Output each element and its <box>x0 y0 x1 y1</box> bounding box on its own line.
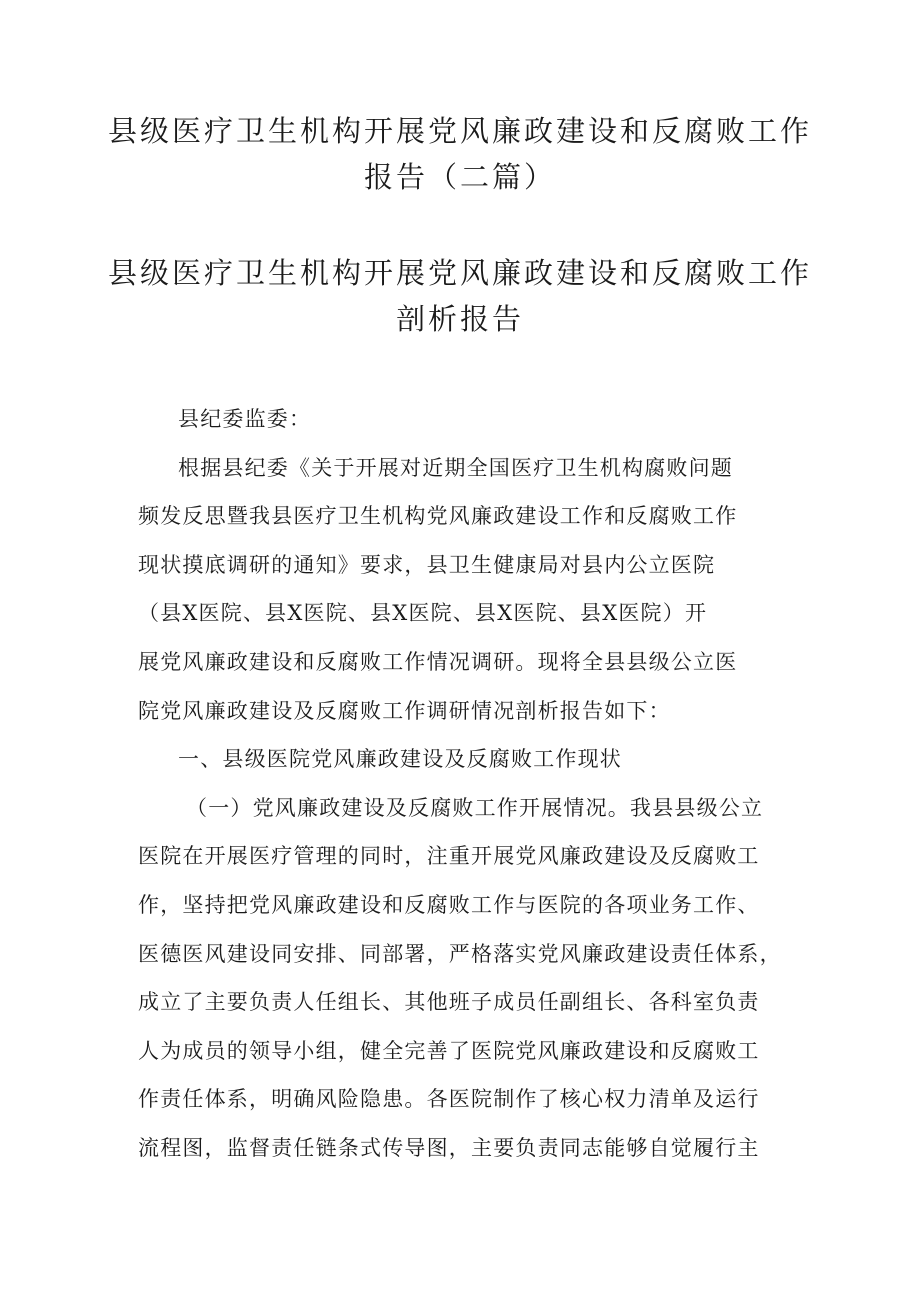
paragraph-line: 医德医风建设同安排、同部署，严格落实党风廉政建设责任体系， <box>138 941 782 966</box>
report-title-line-1: 县级医疗卫生机构开展党风廉政建设和反腐败工作 <box>107 256 812 290</box>
report-body <box>138 395 783 1173</box>
document-title <box>0 108 920 200</box>
document-title-line-1: 县级医疗卫生机构开展党风廉政建设和反腐败工作 <box>107 114 812 148</box>
paragraph-line: 频发反思暨我县医疗卫生机构党风廉政建设工作和反腐败工作 <box>138 504 738 529</box>
paragraph-line: 根据县纪委《关于开展对近期全国医疗卫生机构腐败问题 <box>178 455 733 480</box>
document-title-line-2: 报告（二篇） <box>363 160 556 194</box>
paragraph-line: （一）党风廉政建设及反腐败工作开展情况。我县县级公立 <box>186 795 764 820</box>
paragraph-line: 作责任体系，明确风险隐患。各医院制作了核心权力清单及运行 <box>138 1087 760 1112</box>
paragraph-line: 医院在开展医疗管理的同时，注重开展党风廉政建设及反腐败工 <box>138 844 760 869</box>
report-title-line-2: 剖析报告 <box>395 302 524 336</box>
paragraph-line: （县X医院、县X医院、县X医院、县X医院、县X医院）开 <box>138 601 708 626</box>
paragraph-line: 人为成员的领导小组，健全完善了医院党风廉政建设和反腐败工 <box>138 1038 760 1063</box>
paragraph-line: 现状摸底调研的通知》要求，县卫生健康局对县内公立医院 <box>138 552 716 577</box>
report-title <box>0 250 920 342</box>
paragraph-line: 流程图，监督责任链条式传导图，主要负责同志能够自觉履行主 <box>138 1135 760 1160</box>
section-heading: 一、县级医院党风廉政建设及反腐败工作现状 <box>178 747 622 772</box>
paragraph-line: 成立了主要负责人任组长、其他班子成员任副组长、各科室负责 <box>138 990 760 1015</box>
paragraph-line: 作，坚持把党风廉政建设和反腐败工作与医院的各项业务工作、 <box>138 892 760 917</box>
paragraph-line: 展党风廉政建设和反腐败工作情况调研。现将全县县级公立医 <box>138 649 738 674</box>
salutation: 县纪委监委： <box>178 407 312 431</box>
paragraph-line: 院党风廉政建设及反腐败工作调研情况剖析报告如下： <box>138 698 671 723</box>
